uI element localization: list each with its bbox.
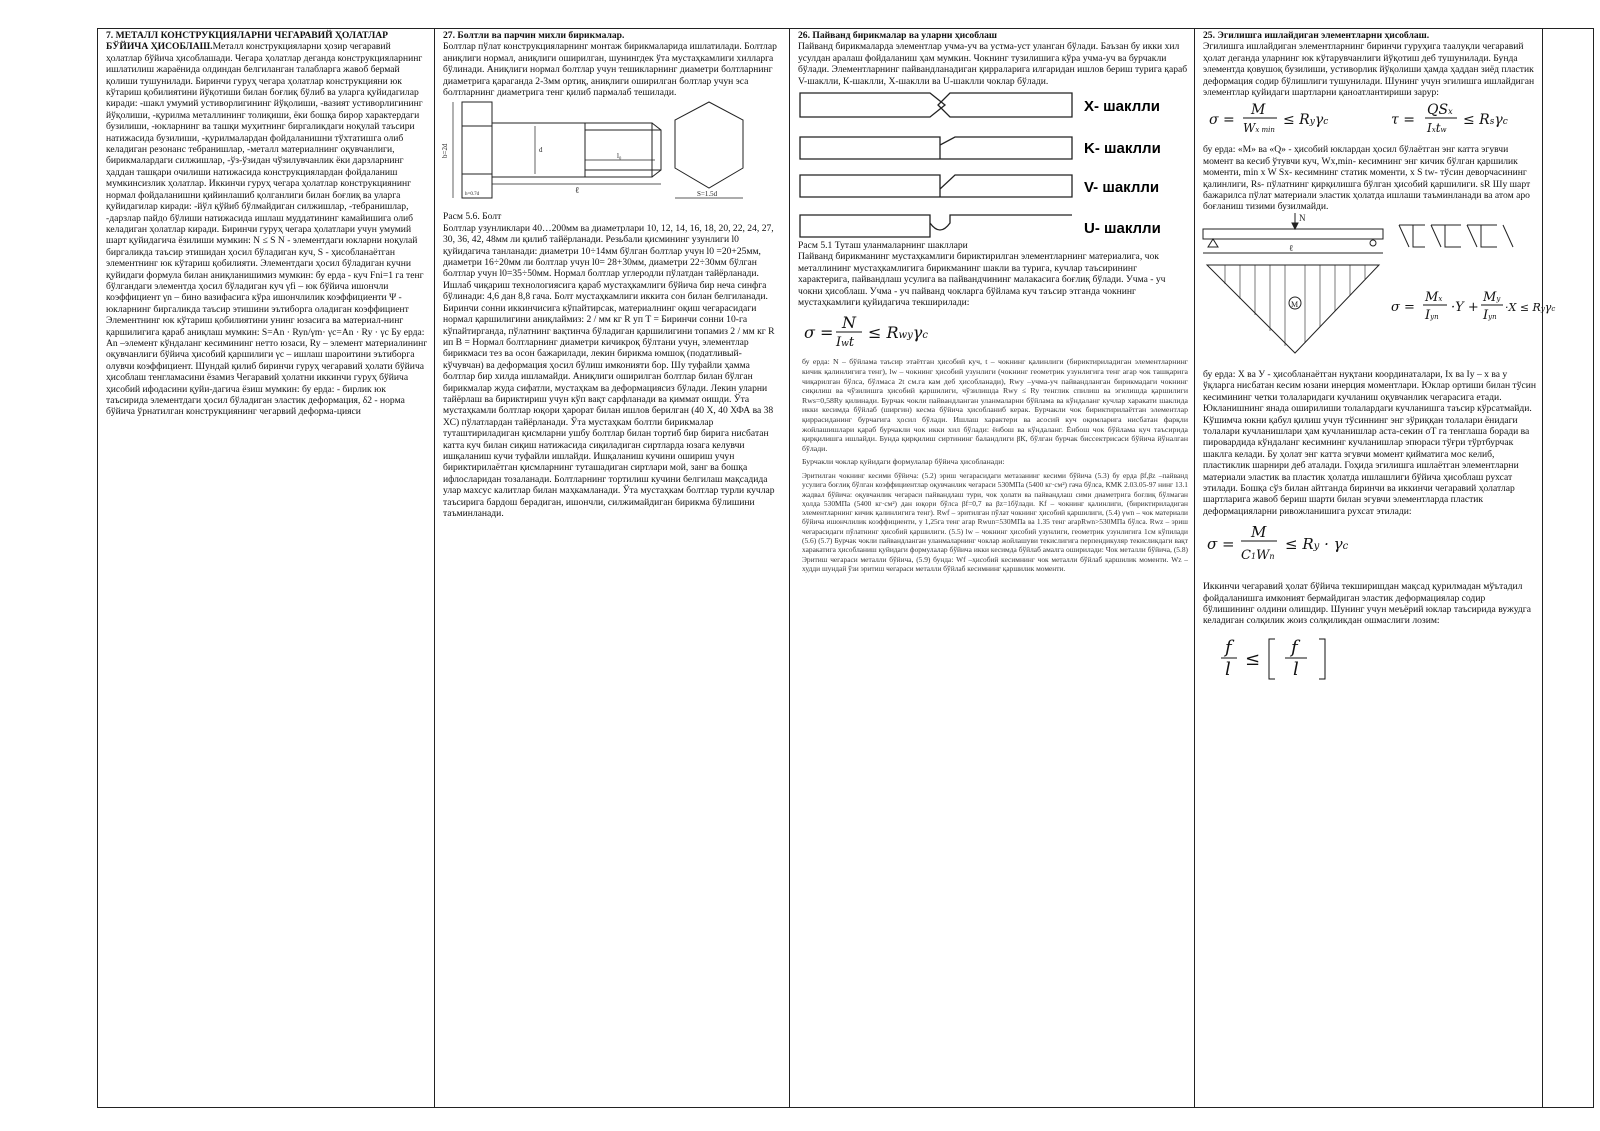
- section-body: Металл конструкцияларни ҳозир чегаравий ҳолатлар бўйича ҳисоблашади. Чегара ҳолатлар деганда конструкцияларнинг ишлатилиш жараёнида олдиндан белгиланган талабларга жавоб бермай қолиши тушунилади. Биринчи гуруҳ чегара ҳолатлар конструкцияни юк кўтариш қобилиятини йўқотиши билан боғлиқ бўлиб ва уларга қуйидагилар киради: -шакл умумий устиворлигининг йўқолиши, -вазият устиворлигининг йўқолиши, -қурилма металлининг толиқиши, ёки бошқа бирор характердаги бузилиши, -юкларнинг ва ташқи муҳитнинг биргаликдаги ноқулай таъсири натижасида бузилиши, -қурилмалардан фойдаланишни тўхтатишга олиб келадиган резонанс тебранишлар, -металл материалнинг оқувчанлиги, бирикмалардаги силжишлар, -ўз-ўзидан чўзилувчанлик ёки дарзларнинг ҳаддан ташқари очилиши натижасида конструкциялардан фойдаланиш мумкинсизлик ҳолатлар. Иккинчи гуруҳ чегара ҳолатлар конструкциянинг нормал фойдаланишни қийинлашиб қолганлиги билан боғлиқ ва уларга қуйидагилар киради: -йўл қўйиб бўлмайдиган силжишлар, -тебранишлар, -дарзлар пайдо бўлиши натижасида ишлаш муддатининг камайишига олиб келадиган ҳолатлар киради. Биринчи гуруҳ чегара ҳолатлари учун умумий шарт қуйидагича ёзилиши мумкин: N ≤ S N - элементдаги юкларни ноқулай биргаликда таъсир этишидан ҳосил бўладиган куч, S - ҳисобланаётган элементнинг юк кўтариш қобилияти. Элементдаги ҳосил бўладиган кучни қуйидаги формула билан аниқланишимиз мумкин: бу ерда - куч Fni=1 га тенг бўлгандаги элементда ҳосил бўладиган куч γfi – юк бўйича ишончли коэффициент γn – бино вазифасига кўра ишончлилик коэффициенти Ψ - юкларнинг биргаликда таъсир этишини эътиборга оладиган коэффициент Элементнинг юк кўтариш қобилиятини унинг юзасига ва материал-нинг қаршилигига қараб аниқлаш мумкин: S=An · Ryn/γm· γc=An · Ry · γc Бу ерда: An –элемент кўндаланг кесимининг нетто юзаси, Ry – элемент материалининг оқувчанлиги бўйича ҳисобий қаршилиги γc – ишлаш шароитини эътиборга олувчи коэффициент. Шундай қилиб биринчи гуруҳ чегаравий ҳолати бўйича ҳисоблаш тенгламасини ёзамиз Чегаравий ҳолатни иккинчи гуруҳ бўйича ҳисобий ифодасини қуйи-дагича ёзиш мумкин: бу ерда: - бирлик юк таъсирида элементдаги ҳосил бўладиган эластик деформация, δ2 - норма бўйича ўрнатилган конструкциянинг чегарвий деформа-цияси: [106, 41, 428, 418]
- svg-text:Wx min: Wx min: [1243, 121, 1275, 136]
- svg-text:σ =: σ =: [1391, 299, 1415, 315]
- bending-strength-formulas: [1195, 98, 1540, 138]
- document-sheet: [97, 28, 1594, 1108]
- section-7: [98, 29, 434, 418]
- section-25-plastic: бу ерда: X ва У - ҳисобланаётган нуқтани координаталари, Ix ва Iy – x ва у ўқларга нисбатан кесим юзани инерция моментлари. Юклар ортиши билан тўсин кесимининг четки толаларидаги кучланиш оқувчанлик чегарасига етади. Юкланишнинг янада оширилиши толалардаги кучланишга таъсир кўрсатмайди. Кўшимча юкни қабул қилиш учун тўсиннинг энг зўриққан толалари ёнидаги толалари кучланишлари ҳам кучланишлар аста-секин σТ га тенглаша боради ва пировардида кўндаланг кесимнинг кучланишлар эпюраси тўғри тўртбурчак шаклга келади. Бу ҳолат энг катта эгувчи момент қийматига мос келиб, пластиклик шарнири деб аталади. Гоҳида эгилишга ишлаётган элементларни материали эластик ва пластик ҳолатда ишлашлиги бўйича ҳисоблаш рухсат этилади. Бошқа сўз билан айтганда биринчи ва иккинчи чегаравий ҳолатлар шартларига жавоб бериш шарти билан эгувчи элементларда пластик деформацияларни ривожланишига рухсат этилади:: [1203, 368, 1537, 517]
- svg-text:Ixtw: Ixtw: [1427, 121, 1447, 136]
- deflection-formula: [1195, 627, 1540, 687]
- shape-label-k: K- шаклли: [1084, 140, 1161, 158]
- label-head-height: h=0.7d: [465, 192, 480, 198]
- svg-text:≤ Ryγc: ≤ Ryγc: [1283, 112, 1329, 129]
- column-welded-joints: [790, 29, 1195, 1107]
- svg-text:Mx: Mx: [1425, 289, 1443, 305]
- column-bending-elements: [1195, 29, 1556, 1107]
- intro-text: Пайванд бирикмаларда элементлар учма-уч ва устма-уст уланган бўлади. Баъзан бу икки хил усулдан аралаш фойдаланиш ҳам мумкин. Чокнинг тузилишига кўра учма-уч ва бурчакли бўлади. Элементларнинг пайвандланадиган қирраларига илгаридан ишлов бериш турига қараб V-шаклли, К-шаклли, Х-шаклли ва U-шаклли чоклар бўлади.: [798, 41, 1188, 87]
- label-load-n: N: [1299, 212, 1306, 223]
- body-text: Пайванд бирикманинг мустаҳкамлиги бириктирилган элементларнинг материалига, чок металлининг мустаҳкамлигига бирикманинг шакли ва турига, кучлар таъсирининг характерига, пайвандлаш усулига ва пайвандчининг малакасига боғлиқ бўлади. Учма - уч чокни ҳисоблаш. Учма - уч пайванд чокларга бўйлама куч таъсир этганда чокнинг мустаҳкамлиги қуйидагича текширилади:: [798, 251, 1166, 309]
- svg-text:QSx: QSx: [1427, 102, 1453, 119]
- svg-text:f: f: [1225, 636, 1232, 658]
- svg-text:N: N: [842, 313, 856, 333]
- shape-label-u: U- шаклли: [1084, 220, 1161, 238]
- svg-text:≤ Rsγc: ≤ Rsγc: [1463, 112, 1508, 129]
- section-title: 27. Болтли ва парчин михли бирикмалар.: [443, 30, 625, 41]
- svg-text:M: M: [1251, 523, 1267, 542]
- svg-text:·Y +: ·Y +: [1451, 299, 1479, 315]
- hex-head-view: [675, 102, 743, 188]
- svg-text:C1Wn: C1Wn: [1241, 548, 1275, 564]
- weld-shapes-figure: [790, 87, 1190, 239]
- svg-text:≤ Ry · γc: ≤ Ry · γc: [1285, 535, 1349, 554]
- svg-text:≤ Rwyγc: ≤ Rwyγc: [868, 323, 928, 343]
- svg-text:l: l: [1293, 658, 1299, 680]
- svg-text:τ =: τ =: [1391, 112, 1415, 129]
- bolt-shank: [492, 123, 652, 177]
- plastic-formula: [1195, 517, 1540, 567]
- weld-explanation-3: Эритилган чокнинг кесими бўйича: (5.2) эриш чегарасидаги метазанинг кесими бўйича (5.3) бу ерда βf,βz –пайванд усулига боғлиқ бўлган коэффициентлар оқувчанлик чегараси 530МПа (5400 кг·см²) гача бўлса, КМК 2.03.05-97 нинг 13.1 жадвал бўйича: оқувчанлик чегараси пайвандлаш тури, чок ҳолати ва пайвандлаш сими диаметрига боғлиқ бўлмаган ҳолда 530МПа (5400 кг·см²) дан юқори бўлса βf=0,7 ва βz=1бўлади. Kf – чокнинг қалинлиги, (бириктириладиган элементларнинг кичик қалинлигига тенг). Rwf – эритилган пўлат чокнинг ҳисобий қаршилиги, (5.4) γwn – чок материали бўйича ишончлилик коэффициенти, у 1,25га тенг агар Rwun=530МПа ва 1.35 тенг агарRwn>530МПа бўлса. Rwz – эриш чегарасидаги пўлатнинг ҳисобий қаршилиги. (5.5) lw – чокнинг ҳисобий узунлиги, геометрик узунлигига 1см кўпилади (5.6) (5.7) Бурчак чокли пайвандланган уланмаларнинг чоклар жойлашуви текислигига перпендикуляр текисликдаги вақт харакатига ҳисобланиш қуйидаги формулалар бўйича икки кесимда бўйлаб амалга оширилади: Чок металли бўйича, (5.8) Эритиш чегараси металли бўйича, (5.9) бунда: Wf –ҳисобий кесимнинг чок металли бўйлаб қаршилик моменти. Wz – худди шундай ўзи эритиш чегараси металли бўйлаб кесимнинг қаршилик моменти.: [802, 471, 1188, 573]
- label-head-width: b=2d: [441, 143, 449, 159]
- butt-weld-formula: [790, 308, 1190, 352]
- svg-text:My: My: [1483, 289, 1501, 305]
- svg-text:Iwt: Iwt: [836, 335, 855, 351]
- bolt-head: [462, 102, 492, 198]
- figure-caption: Расм 5.1 Туташ уланмаларнинг шакллари: [798, 240, 968, 252]
- beam-moment-figure: [1195, 212, 1556, 363]
- intro-text: Эгилишга ишлайдиган элементларнинг биринчи гуруҳига таалуқли чегаравий ҳолат деганда уларнинг юк кўтарувчанлиги йўқотиш деб тушунилади. Бунда элементда қовушоқ бузилиши, устиворлик йўқолиши ҳамда ҳаддан зиёд пластик деформация содир бўлишлиги тушунилади. Шунинг учун эгилишга ишлайдиган элементлар қуйидаги шартларни қаноатлантириши зарур:: [1203, 41, 1535, 99]
- svg-text:M: M: [1251, 102, 1266, 119]
- svg-text:f: f: [1291, 636, 1298, 658]
- label-thread-length: l₀: [617, 152, 622, 161]
- column-bolted-joints: [435, 29, 790, 1107]
- bolt-figure: [435, 98, 785, 210]
- svg-text:σ =: σ =: [1209, 112, 1235, 129]
- intro-text: Болтлар пўлат конструкцияларнинг монтаж бирикмаларида ишлатилади. Болтлар аниқлиги нормал, аниқлиги оширилган, шунингдек ўта мустаҳкамлиги хилларга бўлинади. Аниқлиги нормал болтлар учун тешикларнинг диаметри болтларнинг диаметрига қараганда 2-3мм ортиқ, аниқлиги оширилган болтлар учун эса болтларнинг диаметрига тенг қилиб пармалаб тешилади.: [443, 41, 777, 99]
- label-length: ℓ: [575, 185, 580, 196]
- section-25-intro: [1195, 29, 1542, 98]
- svg-text:l: l: [1225, 658, 1231, 680]
- svg-text:Iyn: Iyn: [1483, 307, 1497, 323]
- label-hex-size: S=1.5d: [697, 190, 718, 199]
- section-27-intro: [435, 29, 789, 98]
- section-27-body: [435, 210, 789, 519]
- column-limit-states: [98, 29, 435, 1107]
- section-title: 25. Эгилишга ишлайдиган элементларни ҳисоблаш.: [1203, 30, 1430, 41]
- body-text: Болтлар узунликлари 40…200мм ва диаметрлари 10, 12, 14, 16, 18, 20, 22, 24, 27, 30, 36, 42, 48мм ли қилиб тайёрланади. Резьбали қисмининг узунлиги l0 қуйидагича танланади: диаметри 10÷14мм бўлган болтлар учун l0 =20+25мм, диаметри 16÷20мм ли болтлар учун l0= 28+30мм, диаметри 22÷30мм бўлган болтлар учун l0=35÷50мм. Нормал болтлар углеродли пўлатдан тайёрланади. Ишлаб чиқариш технологиясига қараб мустаҳкамлиги бўйича бир неча синфга бўлинади: 4,6 дан 8,8 гача. Болт мустаҳкамлиги иккита сон билан белгиланади. Биринчи сонни иккинчисига кўпайтирсак, материалнинг оқиш чегарасидаги нормал қаршилигини аниқлаймиз: 2 / мм кг R уп T = Биринчи сонни 10-га кўпайтирганда, пўлатнинг вақтинча бўладиган қаршилигини топамиз 2 / мм кг R ип B = Нормал болтларнинг диаметри кичикроқ бўлтани учун, элементлар бирикмаси тез ва осон бажарилади, лекин бирикма юмшоқ (податливый- кўчувчан) ва деформация ҳосил бўлиш имконияти бор. Шу туфайли ҳамма болтлар бир хилда ишламайди. Аниқлиги оширилган болтлар билан бўлган бирикмалар жуда сифатли, мустаҳкам ва деформациясиз бўлади. Лекин уларни тайёрлаш ва бириктириш учун кўп вақт сарфланади ва қиммат оишди. Ўта мустаҳкамли болтлар юқори ҳарорат билан ишлов берилган (40 Х, 40 ХФА ва 38 ХС) пўлатлардан тайёрланади. Ўта мустаҳкам болтли бирикмалар туташтириладиган қисмларни ушбу болтлар билан тортиб бир бирига нисбатан катта куч билан сиқиш натижасида сиқиладиган сиртларда юзага келувчи ишқаланиш кучи туфайли ишлайди. Ишқаланиш кучини ошириш учун бириктирилаётган қисмларнинг туташадиган сиртлари мой, занг ва бошқа ифлосларидан тозаланади. Болтларнинг тортилиш кучини белгилаш мақсадида улар махсус калитлар билан маҳкамланади. Ўта мустаҳкам болтлар турли кучлар таъсирига бардош берадиган, ишончли, силжимайдиган бирикма бўлишини таъминланади.: [443, 222, 775, 519]
- figure-caption: Расм 5.6. Болт: [443, 211, 502, 223]
- svg-text:σ =: σ =: [804, 323, 834, 343]
- weld-explanation-2: Бурчакли чоклар қуйидаги формулалар бўйича ҳисобланади:: [802, 457, 1005, 467]
- svg-text:σ =: σ =: [1207, 535, 1235, 554]
- shape-label-x: X- шаклли: [1084, 98, 1160, 116]
- svg-text:≤: ≤: [1245, 648, 1261, 670]
- svg-text:Iyn: Iyn: [1425, 307, 1439, 323]
- label-moment: M: [1291, 299, 1299, 309]
- section-25-explanation: бу ерда: «М» ва «Q» - ҳисобий юклардан ҳосил бўлаётган энг катта эгувчи момент ва кесиб ўтувчи куч, Wx,min- кесимнинг энг кичик бўлган қаршилик моменти, min x W Sx- кесимнинг статик моменти, x S tw- тўсин деворчасининг қалинлиги, Rs- пўлатнинг қирқилишга бўлган ҳисобий қаршилиги. sR Шу шарт бажарилса пўлат материали эластик ҳолатда ишлаши таъминланади ва атом аро боғланиш тизими бузилмайди.: [1203, 144, 1531, 213]
- svg-text:·X ≤ Ryγc: ·X ≤ Ryγc: [1505, 300, 1556, 314]
- column-empty: [1543, 29, 1593, 1107]
- label-span: ℓ: [1289, 242, 1294, 253]
- section-25-deflection: Иккинчи чегаравий ҳолат бўйича текширишдан мақсад қурилмадан мўътадил фойдаланишга имконият бермайдиган эластик деформациялар содир бўлишининг олдини олишдир. Шунинг учун меъёрий юклар таъсирида вужудга келадиган солқилик жоиз солқиликдан ошмаслиги лозим:: [1203, 581, 1531, 627]
- shape-label-v: V- шаклли: [1084, 179, 1160, 197]
- section-26-body: [790, 239, 1194, 308]
- section-title: 26. Пайванд бирикмалар ва уларни ҳисоблаш: [798, 30, 998, 41]
- section-26-intro: [790, 29, 1194, 87]
- weld-explanation-1: бу ерда: N – бўйлама таъсир этаётган ҳисобий куч, t – чокнинг қалинлиги (бириктириладиган элементларнинг кичик қалинлигига тенг), lw – чокнинг ҳисобий узунлиги (чокнинг геометрик узунлигига тенг агар чок ташқарига чиқарилган бўлса, бўлмаса 2t см.га кам деб ҳисобланади), Rwy –учма-уч пайвандланган бирикмадаги чокнинг сиқилиш ва чўзилишга ҳисобий қаршилиги, чўзилишда Rwy ≤ Ry тенглик спилиш ва эгилишда қаршилиги Rws=0,58Ry қилинади. Бурчак чокли пайвандланган уланмаларни бўйлама ва кўндаланг кучлар харакати шаклида икки кесимда бўйлаб (ширгин) кесма бўйича ҳисобланиб керак. Бурчакли чок бириктирилаётган элементлар қиррасиданинг бурчагига ҳосил бўлади. Ишлаш характери ва асосий куч оқимларига нисбатан фарқли жойлашишлари қараб бурчакли чок икки хил бўлади: ёнбош ва кўндаланг. Ёнбош чок бўйлама куч таъсирида қирқилишга ишлайди. Бунда қирқилиш сиртининг баландлиги βК, бўлган бурчак биссектрисаси бўйича йўналган бўлади.: [802, 357, 1188, 453]
- label-diameter: d: [539, 146, 543, 155]
- section-title: 7. МЕТАЛЛ КОНСТРУКЦИЯЛАРНИ ЧЕГАРАВИЙ ҲОЛАТЛАР БЎЙИЧА ҲИСОБЛАШ.: [106, 30, 389, 53]
